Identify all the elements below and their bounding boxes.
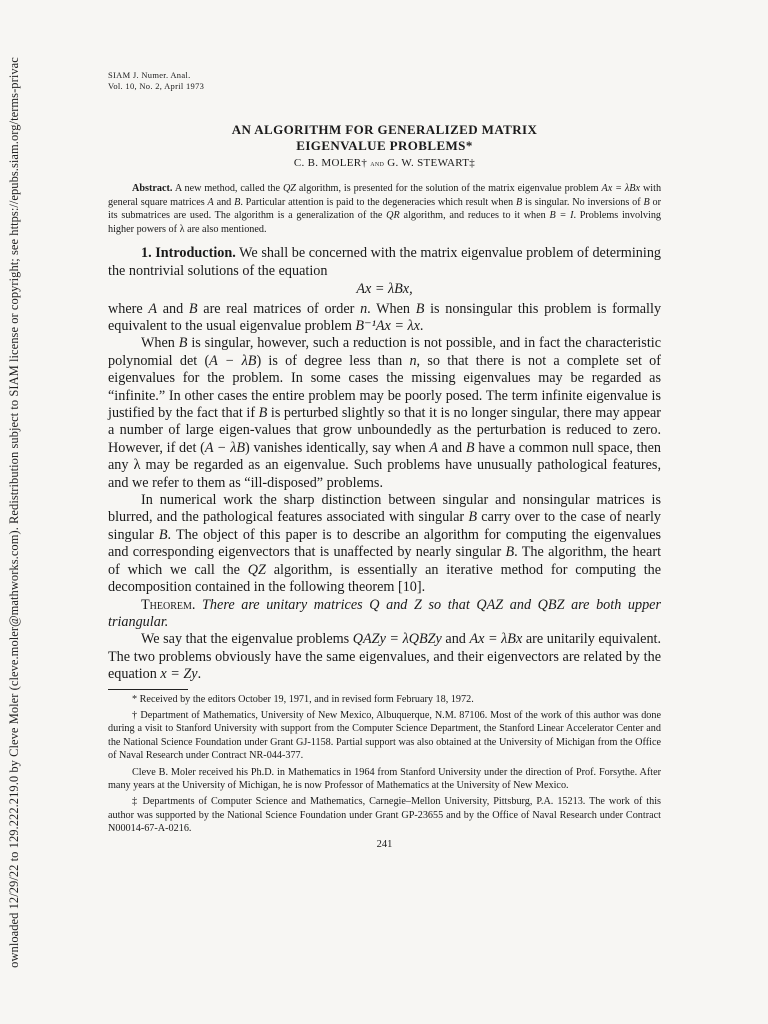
- inline-math: QZ: [247, 561, 266, 578]
- body-paragraph: [108, 335, 661, 492]
- body-text: are real matrices of order: [203, 300, 355, 317]
- body-text: . When: [367, 300, 411, 317]
- body-text: , so that there is not a complete set of eigenvalues for the problem. In some cases the missing eigenvalues may be regarded as “infinite.” In other cases the entire problem may be poorly posed. The term infinite eigenvalue is justified by the fact that if: [108, 352, 661, 422]
- theorem-label: Theorem.: [141, 596, 196, 613]
- inline-math: n: [409, 352, 417, 369]
- display-equation: [108, 281, 661, 298]
- body-text: and: [441, 439, 463, 456]
- abstract-math: QZ: [282, 183, 296, 194]
- body-text: ) is of degree less than: [256, 352, 403, 369]
- inline-math: B: [188, 300, 198, 317]
- footnotes: [108, 693, 661, 836]
- body-paragraph: [108, 301, 661, 336]
- body-text: In numerical work the sharp distinction between singular and nonsingular matrices is blurred, and the pathological features associated with singular: [108, 492, 661, 526]
- inline-math: B: [258, 405, 268, 422]
- title-line-2: EIGENVALUE PROBLEMS*: [296, 138, 473, 153]
- body-paragraph: [108, 631, 661, 683]
- inline-math: Ax = λBx: [469, 631, 523, 648]
- journal-header: [108, 70, 661, 92]
- introduction-section: [108, 245, 661, 683]
- theorem-statement: There are unitary matrices Q and Z so that QAZ and QBZ are both upper triangular.: [108, 596, 662, 630]
- paper-page: [108, 70, 661, 850]
- body-text: ) vanishes identically, say when: [245, 439, 426, 456]
- body-text: and: [445, 631, 466, 648]
- theorem: [108, 597, 661, 632]
- abstract-text: algorithm, is presented for the solution of the matrix eigenvalue problem: [298, 183, 599, 194]
- abstract-text: A new method, called the: [174, 183, 281, 194]
- download-margin-note: [3, 0, 25, 1024]
- inline-math: B⁻¹Ax = λx: [355, 318, 420, 334]
- inline-math: B: [465, 439, 475, 456]
- intro-paragraph: [108, 245, 661, 280]
- body-text: .: [419, 318, 424, 334]
- body-text: are unitarily equivalent. The two problems obviously have the same eigenvalues, and their eigenvectors are related by the equation: [108, 631, 662, 683]
- inline-math: B: [158, 526, 168, 543]
- abstract-text: with general square matrices: [108, 183, 662, 208]
- abstract-text: or its submatrices are used. The algorithm is a generalization of the: [108, 196, 662, 222]
- inline-math: A: [429, 439, 438, 456]
- body-text: algorithm, is essentially an iterative method for computing the decomposition contained in the following theorem [10].: [108, 561, 662, 596]
- body-text: where: [108, 300, 143, 317]
- body-text: is nonsingular this problem is formally equivalent to the usual eigenvalue problem: [108, 300, 662, 334]
- body-text: .: [197, 666, 202, 683]
- inline-math: n: [360, 300, 368, 317]
- footnote-moler-bio: Cleve B. Moler received his Ph.D. in Mathematics in 1964 from Stanford University under the direction of Prof. Forsythe. After many years at the University of Michigan, he is now Professor of Mathematics at the University of New Mexico.: [108, 766, 661, 791]
- author-conjunction: and: [370, 158, 385, 168]
- inline-math: A: [148, 300, 158, 317]
- body-text: and: [162, 300, 184, 317]
- section-heading: 1. Introduction.: [141, 245, 236, 262]
- inline-math: A − λB: [209, 352, 257, 369]
- body-text: When: [141, 335, 175, 352]
- body-text: We shall be concerned with the matrix eigenvalue problem of determining the nontrivial solutions of the equation: [108, 245, 662, 279]
- body-text: have a common null space, then any λ may be regarded as an eigenvalue. Such problems have unusually pathological features, and we refer to them as “ill-disposed” problems.: [108, 439, 662, 491]
- author-first: C. B. MOLER†: [293, 157, 368, 169]
- abstract-label: Abstract.: [132, 183, 173, 194]
- abstract-math: QR: [386, 210, 400, 222]
- equation-text: Ax = λBx,: [356, 281, 413, 298]
- download-notice-text: ownloaded 12/29/22 to 129.222.219.0 by Cleve Moler (cleve.moler@mathworks.com). Redistribution subject to SIAM license or copyright; see https://epubs.siam.org/terms-privac: [6, 56, 21, 968]
- abstract-math: A: [207, 196, 214, 208]
- abstract-text: . Problems involving higher powers of λ are also mentioned.: [108, 210, 662, 235]
- body-text: . The algorithm, the heart of which we call the: [108, 544, 662, 578]
- inline-math: A − λB: [204, 439, 246, 456]
- footnote-divider: [108, 689, 188, 690]
- body-paragraph: [108, 492, 661, 596]
- body-text: is perturbed slightly so that it is no longer singular, there may appear a number of large eigen-values that grow unboundedly as the perturbation is reduced to zero. However, if det (: [108, 405, 662, 456]
- abstract-math: B: [515, 196, 523, 208]
- inline-math: x = Zy: [160, 666, 198, 683]
- inline-math: B: [505, 544, 515, 561]
- inline-math: QAZy = λQBZy: [352, 631, 442, 648]
- body-text: is singular, however, such a reduction is not possible, and in fact the characteristic polynomial det (: [108, 335, 662, 369]
- author-line: [108, 157, 661, 169]
- abstract-text: algorithm, and reduces to it when: [403, 210, 546, 222]
- abstract: [108, 182, 661, 236]
- inline-math: B: [468, 509, 478, 526]
- footnote-moler-affiliation: † Department of Mathematics, University of New Mexico, Albuquerque, N.M. 87106. Most of the work of this author was done during a visit to Stanford University with support from the Computer Science Department, the Stanford Linear Accelerator Center and the National Science Foundation under Grant GJ-1158. Partial support was also obtained at the University of Michigan from the Office of Naval Research under Contract NR-044-377.: [108, 709, 661, 762]
- journal-name: SIAM J. Numer. Anal.: [108, 70, 191, 80]
- abstract-text: and: [216, 196, 232, 208]
- journal-volume: Vol. 10, No. 2, April 1973: [108, 81, 205, 91]
- abstract-text: is singular. No inversions of: [525, 196, 641, 208]
- author-second: G. W. STEWART‡: [387, 157, 476, 169]
- paper-title: [108, 122, 661, 154]
- body-text: . The object of this paper is to describe an algorithm for computing the eigenvalues and corresponding eigenvectors that is unaffected by nearly singular: [108, 526, 662, 561]
- title-line-1: AN ALGORITHM FOR GENERALIZED MATRIX: [231, 122, 538, 137]
- abstract-math: B = I: [549, 210, 574, 222]
- inline-math: B: [178, 335, 188, 352]
- footnote-received: * Received by the editors October 19, 1971, and in revised form February 18, 1972.: [132, 693, 474, 705]
- abstract-text: . Particular attention is paid to the degeneracies which result when: [240, 196, 514, 208]
- abstract-math: Ax = λBx: [601, 183, 641, 194]
- body-text: We say that the eigenvalue problems: [141, 631, 350, 648]
- inline-math: B: [415, 300, 425, 317]
- page-number: 241: [376, 838, 393, 850]
- body-text: carry over to the case of nearly singular: [108, 509, 662, 543]
- abstract-math: B: [643, 196, 650, 208]
- abstract-math: B: [234, 196, 241, 208]
- footnote-stewart-affiliation: ‡ Departments of Computer Science and Mathematics, Carnegie–Mellon University, Pittsburg, P.A. 15213. The work of this author was supported by the National Science Foundation under Grant GP-23655 and by the Office of Naval Research under Contract N00014-67-A-0216.: [108, 796, 661, 835]
